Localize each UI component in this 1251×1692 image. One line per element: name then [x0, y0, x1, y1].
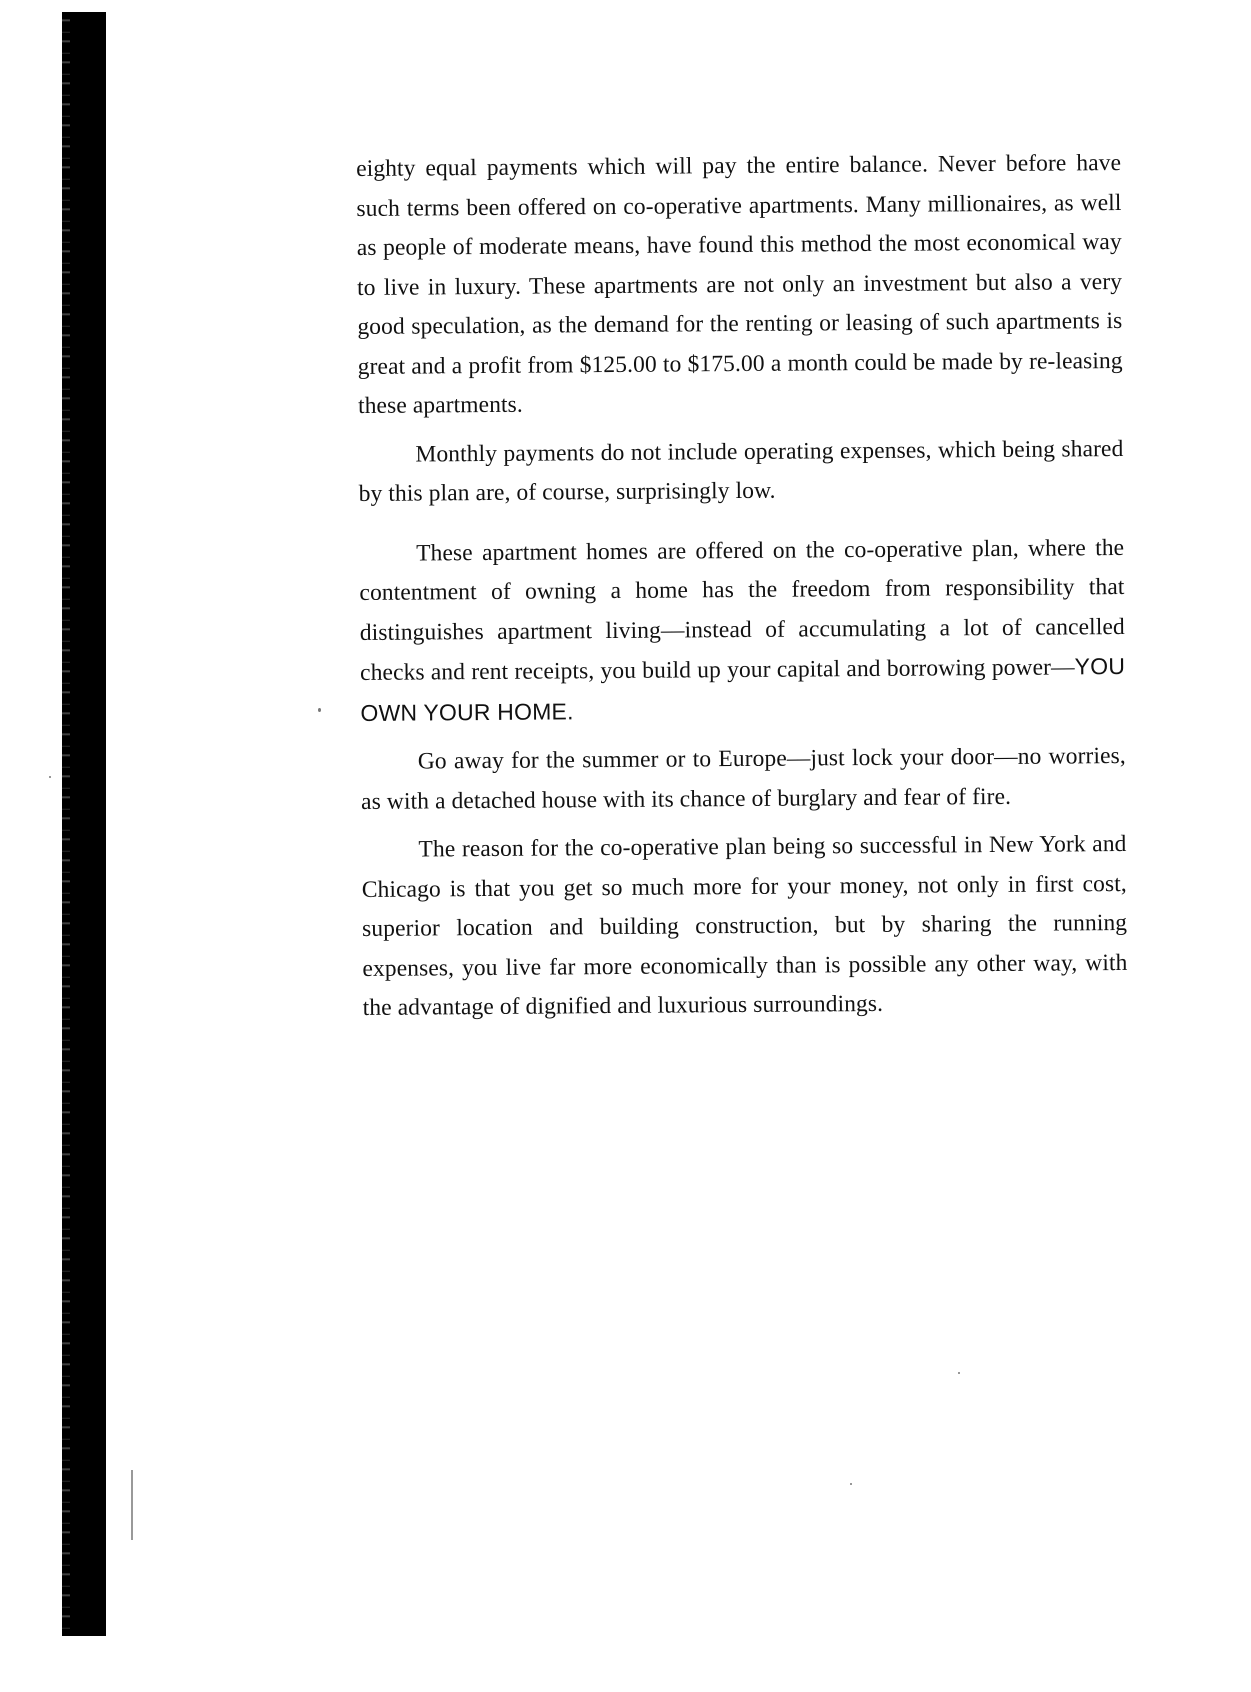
paragraph: Monthly payments do not include operating expenses, which being shared by this plan are, of course, surprisingly low. — [358, 435, 1124, 507]
scan-speck — [131, 1470, 133, 1540]
paragraph — [359, 528, 1126, 734]
scan-speck — [850, 1483, 852, 1485]
paragraph: eighty equal payments which will pay the entire balance. Never before have such terms been offered on co-operative apartments. Many millionaires, as well as people of moderate means, have found this method the most economical way to live in luxury. These apartments are not only an investment but also a very good speculation, as the demand for the renting or leasing of such apartments is great and a profit from $125.00 to $175.00 a month could be made by re-leasing these apartments. — [356, 149, 1123, 419]
scan-speck — [49, 776, 51, 778]
scan-speck — [958, 1372, 960, 1374]
paragraph: The reason for the co-operative plan being so successful in New York and Chicago is that you get so much more for your money, not only in first cost, superior location and building construction, but by sharing the running expenses, you live far more economically than is possible any other way, with the advantage of dignified and luxurious surroundings. — [361, 830, 1128, 1021]
page-binding-edge — [62, 12, 106, 1636]
paragraph: Go away for the summer or to Europe—just lock your door—no worries, as with a detached house with its chance of burglary and fear of fire. — [361, 742, 1126, 815]
scan-speck — [318, 708, 321, 712]
body-text — [356, 144, 1128, 1028]
paragraph-text: These apartment homes are offered on the co-operative plan, where the contentment of owning a home has the freedom from responsibility that distinguishes apartment living—instead of accumulating a lot of cancelled checks and rent receipts, you build up your capital and borrowing power— — [359, 534, 1125, 686]
emphasis-text: YOU OWN YOUR HOME. — [360, 652, 1126, 726]
